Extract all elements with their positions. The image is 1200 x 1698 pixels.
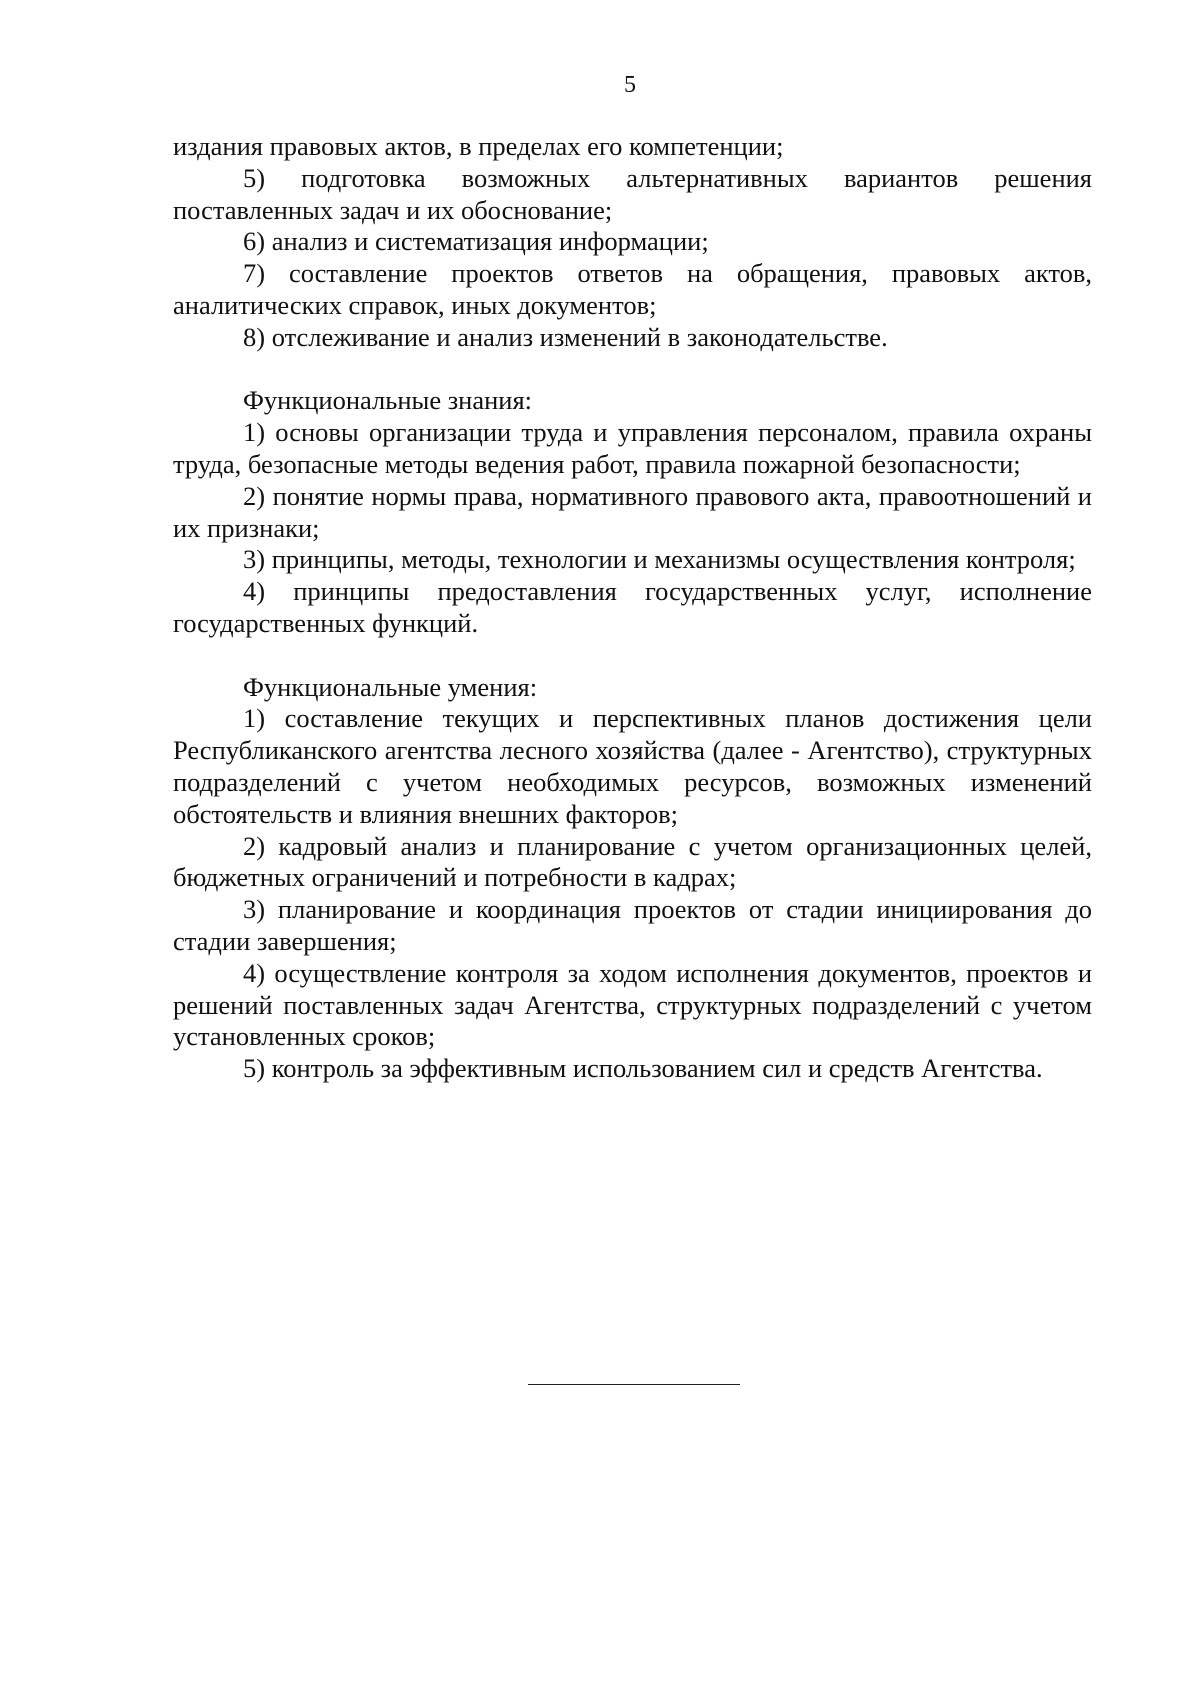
list-item: 3) принципы, методы, технологии и механизмы осуществления контроля; — [243, 544, 1076, 575]
list-item: 8) отслеживание и анализ изменений в законодательстве. — [243, 321, 888, 352]
end-rule — [528, 1384, 740, 1385]
list-item: 4) осуществление контроля за ходом исполнения документов, проектов и решений поставленных задач Агентства, структурных подразделений с учетом установленных сроков; — [173, 957, 1092, 1052]
document-body — [173, 131, 1092, 1085]
page-number: 5 — [624, 72, 636, 98]
list-item: 4) принципы предоставления государственных услуг, исполнение государственных функций. — [173, 576, 1092, 638]
list-item: 7) составление проектов ответов на обращения, правовых актов, аналитических справок, иных документов; — [173, 258, 1092, 320]
list-item: 1) составление текущих и перспективных планов достижения цели Республиканского агентства лесного хозяйства (далее - Агентство), структурных подразделений с учетом необходимых ресурсов, возможных изменений обстоятельств и влияния внешних факторов; — [173, 703, 1092, 829]
list-item: 2) кадровый анализ и планирование с учетом организационных целей, бюджетных ограничений и потребности в кадрах; — [173, 830, 1092, 893]
list-item: 1) основы организации труда и управления персоналом, правила охраны труда, безопасные методы ведения работ, правила пожарной безопасности; — [173, 417, 1092, 479]
list-item: 3) планирование и координация проектов от стадии инициирования до стадии завершения; — [173, 894, 1092, 956]
paragraph-continuation: издания правовых актов, в пределах его компетенции; — [173, 131, 784, 161]
section-heading-skills: Функциональные умения: — [243, 671, 538, 702]
list-item: 5) подготовка возможных альтернативных вариантов решения поставленных задач и их обоснование; — [173, 162, 1092, 225]
list-item: 2) понятие нормы права, нормативного правового акта, правоотношений и их признаки; — [173, 480, 1092, 543]
list-item: 6) анализ и систематизация информации; — [243, 226, 709, 257]
section-heading-knowledge: Функциональные знания: — [243, 385, 533, 416]
list-item: 5) контроль за эффективным использованием сил и средств Агентства. — [243, 1053, 1043, 1084]
